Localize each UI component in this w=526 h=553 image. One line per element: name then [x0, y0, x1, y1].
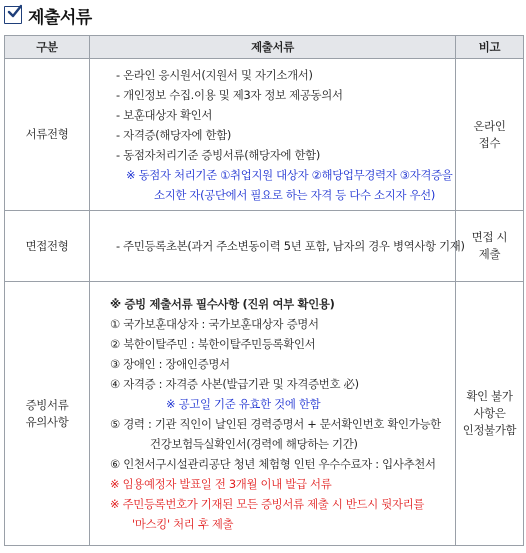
table-header-row [5, 36, 524, 59]
row-category: 서류전형 [5, 59, 90, 211]
note-line: 사항은 [473, 406, 506, 420]
list-item: ② 북한이탈주민 : 북한이탈주민등록확인서 [110, 336, 316, 351]
table-row [5, 282, 524, 546]
note-line: 면접 시 [471, 230, 508, 244]
list-item: ③ 장애인 : 장애인증명서 [110, 356, 230, 371]
list-item: - 개인정보 수집.이용 및 제3자 정보 제공동의서 [116, 87, 343, 102]
category-line: 유의사항 [25, 414, 69, 429]
list-item: - 자격증(해당자에 한함) [116, 127, 232, 142]
note-line: 제출 [478, 247, 501, 261]
page-title: 제출서류 [28, 7, 92, 28]
note-line: 접수 [478, 135, 501, 150]
note-line: 인정불가함 [462, 423, 517, 437]
tie-rule-note-cont: 소지한 자(공단에서 필요로 하는 자격 등 다수 소지자 우선) [154, 187, 436, 202]
row-documents [90, 59, 456, 211]
list-item: - 주민등록초본(과거 주소변동이력 5년 포함, 남자의 경우 병역사항 기재) [116, 239, 465, 253]
list-item: - 동점자처리기준 증빙서류(해당자에 한함) [116, 147, 321, 162]
list-item: - 온라인 응시원서(지원서 및 자기소개서) [116, 67, 313, 82]
list-item: ④ 자격증 : 자격증 사본(발급기관 및 자격증번호 必) [110, 376, 359, 391]
table-row [5, 59, 524, 211]
tie-rule-note: ※ 동점자 처리기준 ①취업지원 대상자 ②해당업무경력자 ③자격증을 [126, 167, 453, 182]
requirements-heading: ※ 증빙 제출서류 필수사항 (진위 여부 확인용) [110, 296, 335, 311]
warning-note: ※ 주민등록번호가 기재된 모든 증빙서류 제출 시 반드시 뒷자리를 [110, 496, 425, 511]
row-documents [90, 211, 465, 282]
row-note [456, 59, 524, 211]
row-note [456, 211, 524, 282]
list-item-cont: 건강보험득실확인서(경력에 해당하는 기간) [150, 436, 358, 451]
warning-note-cont: '마스킹' 처리 후 제출 [132, 516, 234, 531]
list-item: ① 국가보훈대상자 : 국가보훈대상자 증명서 [110, 316, 319, 331]
row-category [5, 282, 90, 546]
note-line: 온라인 [473, 118, 506, 133]
header-note: 비고 [456, 36, 524, 59]
table-row [5, 211, 524, 282]
header-documents: 제출서류 [90, 36, 456, 59]
category-line: 증빙서류 [25, 397, 69, 412]
header-category: 구분 [5, 36, 90, 59]
list-item: ⑥ 인천서구시설관리공단 청년 체험형 인턴 우수수료자 : 입사추천서 [110, 456, 436, 471]
row-note [456, 282, 524, 546]
note-line: 확인 불가 [466, 389, 513, 403]
list-item: - 보훈대상자 확인서 [116, 107, 213, 122]
documents-table [4, 35, 524, 546]
validity-note: ※ 공고일 기준 유효한 것에 한함 [166, 396, 321, 411]
section-title [4, 3, 92, 27]
row-category: 면접전형 [5, 211, 90, 282]
checkbox-checked-icon [4, 6, 22, 24]
row-documents [90, 282, 456, 546]
warning-note: ※ 임용예정자 발표일 전 3개월 이내 발급 서류 [110, 476, 332, 491]
list-item: ⑤ 경력 : 기관 직인이 날인된 경력증명서 + 문서확인번호 확인가능한 [110, 416, 441, 431]
